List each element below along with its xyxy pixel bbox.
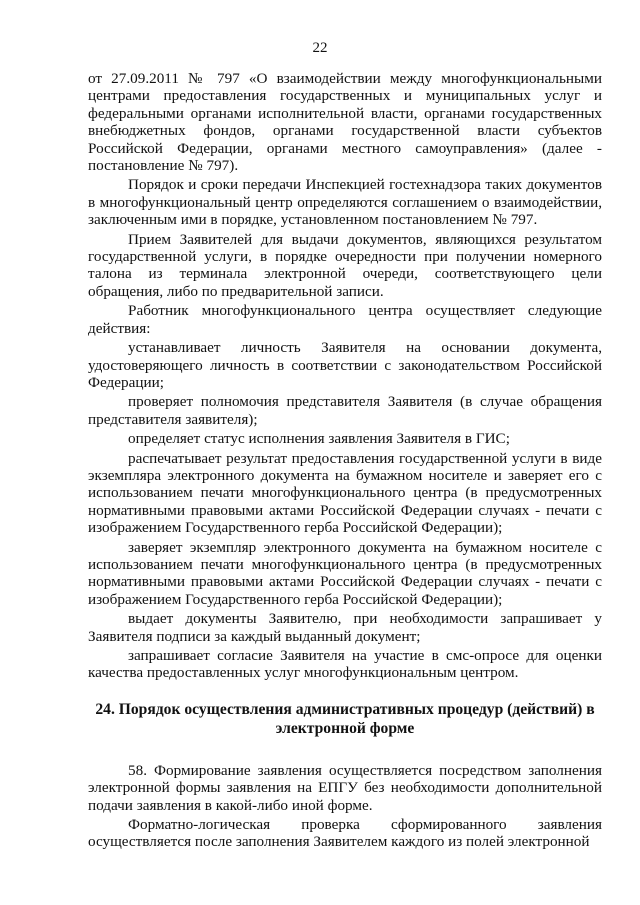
paragraph: определяет статус исполнения заявления Заявителя в ГИС; — [128, 430, 510, 448]
paragraph: выдает документы Заявителю, при необходимости запрашивает у Заявителя подписи за каждый выданный документ; — [88, 610, 602, 645]
paragraph: устанавливает личность Заявителя на основании документа, удостоверяющего личность в соответствии с законодательством Российской Федерации; — [88, 339, 602, 391]
paragraphs-before-heading — [88, 70, 602, 682]
paragraph: заверяет экземпляр электронного документа на бумажном носителе с использованием печати многофункционального центра (в предусмотренных нормативными правовыми актами Российской Федерации случаях - печати с изображением Государственного герба Российской Федерации); — [88, 538, 602, 608]
paragraph: запрашивает согласие Заявителя на участие в смс-опросе для оценки качества предоставленных услуг многофункциональным центром. — [88, 647, 602, 682]
paragraph: Работник многофункционального центра осуществляет следующие действия: — [88, 302, 602, 337]
paragraph: распечатывает результат предоставления государственной услуги в виде экземпляра электронного документа на бумажном носителе и заверяет его с использованием печати многофункционального центра (в предусмотренных нормативными правовыми актами Российской Федерации случаях - печати с изображением Государственного герба Российской Федерации); — [88, 449, 602, 537]
paragraph: Форматно-логическая проверка сформированного заявления осуществляется после заполнения Заявителем каждого из полей электронной — [88, 816, 602, 851]
paragraph: Порядок и сроки передачи Инспекцией гостехнадзора таких документов в многофункциональный центр определяются соглашением о взаимодействии, заключенным ими в порядке, установленном постановлением № 797. — [88, 176, 602, 229]
document-body — [88, 70, 602, 853]
paragraph: 58. Формирование заявления осуществляется посредством заполнения электронной формы заявления на ЕПГУ без необходимости дополнительной подачи заявления в какой-либо иной форме. — [88, 761, 602, 814]
section-heading: 24. Порядок осуществления административных процедур (действий) в электронной форме — [95, 700, 595, 737]
paragraph: Прием Заявителей для выдачи документов, являющихся результатом государственной услуги, в порядке очередности при получении номерного талона из терминала электронной очереди, соответствующего цели обращения, либо по предварительной записи. — [88, 230, 602, 300]
paragraph: проверяет полномочия представителя Заявителя (в случае обращения представителя заявителя); — [88, 393, 602, 428]
paragraphs-after-heading — [88, 762, 602, 851]
page-number: 22 — [312, 40, 328, 56]
paragraph: от 27.09.2011 № 797 «О взаимодействии между многофункциональными центрами предоставления государственных и муниципальных услуг и федеральными органами исполнительной власти, органами государственных внебюджетных фондов, органами государственной власти субъектов Российской Федерации, органами местного самоуправления» (далее - постановление № 797). — [88, 70, 602, 175]
